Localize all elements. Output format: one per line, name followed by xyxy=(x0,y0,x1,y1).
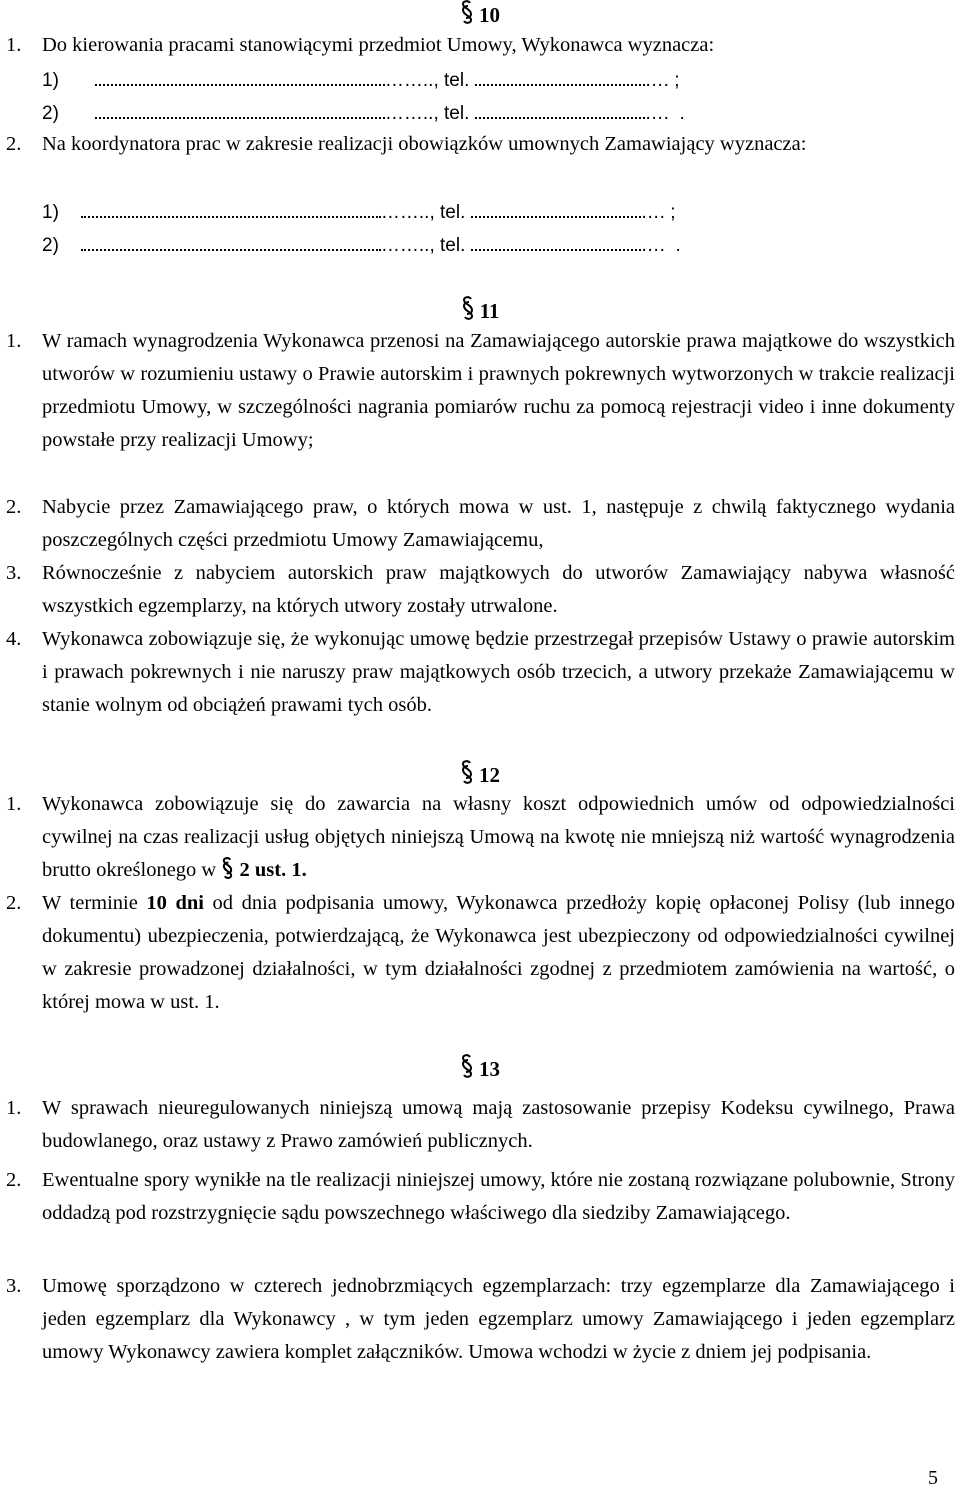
s10-item-2 xyxy=(0,128,960,161)
s13-item-2 xyxy=(0,1164,960,1230)
section-12-heading xyxy=(0,760,960,789)
section-sign-icon xyxy=(460,760,474,784)
s10-item-1 xyxy=(0,29,960,62)
item-number: 2. xyxy=(6,892,22,914)
line-end: …. ; xyxy=(640,202,676,223)
line-label: 2) xyxy=(42,235,59,256)
page-number: 5 xyxy=(928,1467,938,1489)
s11-item-3 xyxy=(0,557,960,623)
section-13-heading xyxy=(0,1054,960,1083)
section-sign-icon xyxy=(460,0,474,24)
item-number: 1. xyxy=(6,793,22,815)
item-body: Wykonawca zobowiązuje się do zawarcia na własny koszt odpowiednich umów od odpowiedzialności cywilnej na czas realizacji usług objętych niniejszą Umową na kwotę nie mniejszą niż wartość wynagrodzenia brutto określonego w xyxy=(42,793,955,881)
line-end: …. ; xyxy=(644,70,680,91)
item-number: 2. xyxy=(6,133,22,155)
s11-item-1 xyxy=(0,325,960,457)
section-11-heading xyxy=(0,296,960,325)
s11-item-4 xyxy=(0,623,960,722)
line-end: …. . xyxy=(640,235,681,256)
tel-label: …….., tel. xyxy=(380,202,466,223)
tel-label: …….., tel. xyxy=(380,235,466,256)
section-number: 12 xyxy=(479,763,500,787)
section-sign-icon xyxy=(221,857,234,879)
item-text: Na koordynatora prac w zakresie realizacji obowiązków umownych Zamawiający wyznacza: xyxy=(42,133,807,155)
item-number: 1. xyxy=(6,1097,22,1119)
section-number: 13 xyxy=(479,1057,500,1081)
line-label: 2) xyxy=(42,103,59,124)
item-body-post: od dnia podpisania umowy, Wykonawca przedłoży kopię opłaconej Polisy (lub innego dokumentu) ubezpieczenia, potwierdzającą, że Wykonawca jest ubezpieczony od odpowiedzialności cywilnej w zakresie prowadzonej działalności, w tym działalności zgodnej z przedmiotem zamówienia na wartość, o której mowa w ust. 1. xyxy=(42,892,955,1013)
line-end: …. . xyxy=(644,103,685,124)
s10-contact-line-1 xyxy=(42,64,680,97)
section-sign-icon xyxy=(461,296,475,320)
item-text: Do kierowania pracami stanowiącymi przedmiot Umowy, Wykonawca wyznacza: xyxy=(42,34,715,56)
s11-item-2 xyxy=(0,491,960,557)
item-text: Wykonawca zobowiązuje się, że wykonując umowę będzie przestrzegał przepisów Ustawy o prawie autorskim i prawach pokrewnych i nie naruszy praw majątkowych osób trzecich, a utwory przekaże Zamawiającemu w stanie wolnym od obciążeń prawami tych osób. xyxy=(42,628,955,716)
item-number: 1. xyxy=(6,34,22,56)
item-number: 3. xyxy=(6,1275,22,1297)
reference-text: 2 ust. 1. xyxy=(239,859,307,881)
blank-field xyxy=(95,98,385,119)
item-body-pre: W terminie xyxy=(42,892,138,914)
s12-item-2 xyxy=(0,887,960,1019)
item-number: 3. xyxy=(6,562,22,584)
s10-coordinator-line-2 xyxy=(42,229,681,262)
tel-label: …….., tel. xyxy=(384,70,470,91)
section-10-heading xyxy=(0,0,960,29)
s10-contact-line-2 xyxy=(42,97,685,130)
blank-field xyxy=(475,98,645,119)
item-text: Nabycie przez Zamawiającego praw, o których mowa w ust. 1, następuje z chwilą faktycznego wydania poszczególnych części przedmiotu Umowy Zamawiającemu, xyxy=(42,496,955,551)
item-text: W sprawach nieuregulowanych niniejszą umową mają zastosowanie przepisy Kodeksu cywilnego, Prawa budowlanego, oraz ustawy z Prawo zamówień publicznych. xyxy=(42,1097,955,1152)
item-number: 2. xyxy=(6,1169,22,1191)
item-text: W ramach wynagrodzenia Wykonawca przenosi na Zamawiającego autorskie prawa majątkowe do wszystkich utworów w rozumieniu ustawy o Prawie autorskim i prawnych pokrewnych wytworzonych w trakcie realizacji przedmiotu Umowy, w szczególności nagrania pomiarów ruchu za pomocą rejestracji video i inne dokumenty powstałe przy realizacji Umowy; xyxy=(42,330,955,451)
item-text: Umowę sporządzono w czterech jednobrzmiących egzemplarzach: trzy egzemplarze dla Zamawiającego i jeden egzemplarz dla Wykonawcy , w tym jeden egzemplarz umowy Zamawiającego i jeden egzemplarz umowy Wykonawcy zawiera komplet załączników. Umowa wchodzi w życie z dniem jej podpisania. xyxy=(42,1275,955,1363)
blank-field xyxy=(471,197,641,218)
section-sign-icon xyxy=(460,1054,474,1078)
blank-field xyxy=(81,197,381,218)
s12-item-1 xyxy=(0,788,960,887)
item-number: 4. xyxy=(6,628,22,650)
item-number: 2. xyxy=(6,496,22,518)
blank-field xyxy=(475,65,645,86)
line-label: 1) xyxy=(42,70,59,91)
item-text: Równocześnie z nabyciem autorskich praw majątkowych do utworów Zamawiający nabywa własność wszystkich egzemplarzy, na których utwory zostały utrwalone. xyxy=(42,562,955,617)
item-text: Ewentualne spory wynikłe na tle realizacji niniejszej umowy, które nie zostaną rozwiązane polubownie, Strony oddadzą pod rozstrzygnięcie sądu powszechnego właściwego dla siedziby Zamawiającego. xyxy=(42,1169,955,1224)
blank-field xyxy=(81,230,381,251)
item-text xyxy=(42,788,955,887)
item-number: 1. xyxy=(6,330,22,352)
s13-item-1 xyxy=(0,1092,960,1158)
section-reference xyxy=(221,859,306,881)
tel-label: …….., tel. xyxy=(384,103,470,124)
line-label: 1) xyxy=(42,202,59,223)
blank-field xyxy=(95,65,385,86)
section-number: 10 xyxy=(479,3,500,27)
s10-coordinator-line-1 xyxy=(42,196,676,229)
deadline-emphasis: 10 dni xyxy=(146,892,204,914)
blank-field xyxy=(471,230,641,251)
item-text xyxy=(42,887,955,1019)
section-number: 11 xyxy=(479,299,500,323)
s13-item-3 xyxy=(0,1270,960,1369)
